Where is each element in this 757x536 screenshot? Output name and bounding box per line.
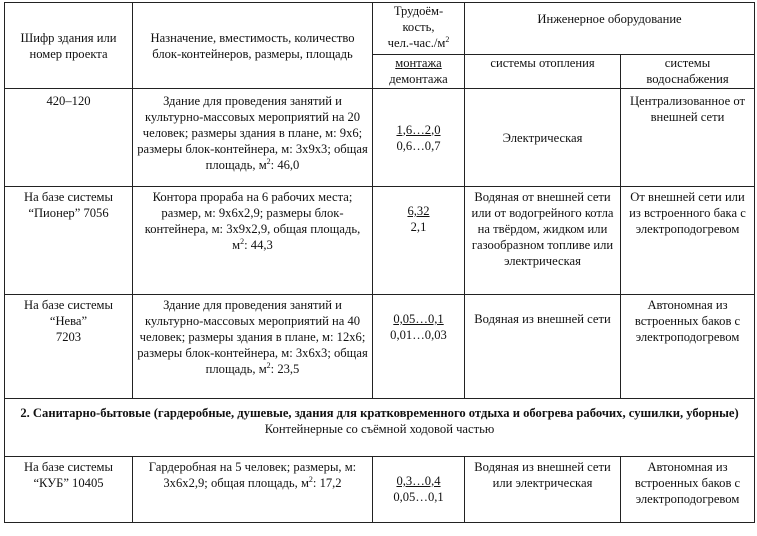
header-mount-dismount: [373, 55, 465, 89]
header-code-text: Шифр здания или номер проекта: [20, 30, 117, 61]
row-labor: [373, 457, 465, 523]
header-labor-sup: 2: [445, 34, 450, 44]
row-purpose-tail: : 23,5: [270, 362, 300, 376]
header-water-text: системы водоснабжения: [646, 56, 729, 86]
header-heating: [465, 55, 621, 89]
row-heating: [465, 187, 621, 295]
header-purpose-text: Назначение, вместимость, количество блок-контейнеров, размеры, площадь: [150, 30, 355, 61]
row-code-line: На базе системы: [24, 460, 113, 474]
row-mount: 0,05…0,1: [393, 312, 444, 326]
equipment-table: [4, 2, 755, 523]
row-purpose-tail: : 17,2: [312, 476, 342, 490]
row-code: [5, 89, 133, 187]
row-purpose-sup: 2: [240, 236, 245, 246]
row-purpose: [133, 295, 373, 399]
row-purpose-tail: : 46,0: [270, 158, 300, 172]
header-dismount: демонтажа: [389, 72, 448, 86]
row-heating-text: Водяная из внешней сети: [474, 312, 611, 326]
row-purpose-sup: 2: [308, 474, 313, 484]
header-labor-line1: Трудоём-: [393, 4, 444, 18]
row-water: [621, 295, 755, 399]
header-mount: монтажа: [395, 56, 442, 70]
section-heading: [5, 399, 755, 457]
row-purpose-text: Гардеробная на 5 человек; размеры, м: 3х6х2,9; общая площадь, м: [148, 460, 357, 490]
row-code-line: На базе системы: [24, 298, 113, 312]
row-dismount: 0,05…0,1: [393, 490, 444, 504]
section-row: [5, 399, 755, 457]
row-water: [621, 89, 755, 187]
row-code: [5, 457, 133, 523]
row-labor: [373, 187, 465, 295]
header-code: [5, 3, 133, 89]
table-row: [5, 295, 755, 399]
header-labor-line2: кость,: [402, 20, 435, 34]
row-purpose: [133, 89, 373, 187]
row-purpose-sup: 2: [266, 360, 271, 370]
row-water-text: От внешней сети или из встроенного бака с электроподогревом: [629, 190, 746, 236]
row-heating: [465, 457, 621, 523]
row-purpose-sup: 2: [266, 156, 271, 166]
row-heating-text: Электрическая: [502, 130, 583, 145]
row-heating: [465, 295, 621, 399]
row-purpose: [133, 457, 373, 523]
row-heating: [465, 89, 621, 187]
header-equipment-text: Инженерное оборудование: [537, 12, 682, 26]
row-code: [5, 295, 133, 399]
section-title: 2. Санитарно-бытовые (гардеробные, душевые, здания для кратковременного отдыха и обогрева рабочих, сушилки, уборные): [20, 406, 739, 420]
row-code-line: “Нева”: [49, 314, 88, 328]
row-dismount: 0,01…0,03: [390, 328, 447, 342]
table-row: [5, 89, 755, 187]
row-dismount: 2,1: [410, 220, 427, 234]
row-heating-text: Водяная из внешней сети или электрическая: [474, 460, 611, 490]
row-purpose-text: Здание для проведения занятий и культурно-массовых мероприятий на 20 человек; размеры здания в плане, м: 9х6; размеры блок-контейнера, м: 3х9х3; общая площадь, м: [137, 94, 368, 172]
header-water: [621, 55, 755, 89]
row-purpose-text: Здание для проведения занятий и культурно-массовых мероприятий на 40 человек; размеры здания в плане, м: 12х6; размеры блок-контейнера, м: 3х6х3; общая площадь, м: [137, 298, 368, 376]
header-heating-text: системы отопления: [490, 56, 595, 70]
row-code-line: 420–120: [46, 94, 91, 108]
table-row: [5, 187, 755, 295]
row-code-line: На базе системы: [24, 190, 113, 204]
row-code-line: “КУБ” 10405: [33, 476, 104, 490]
row-mount: 6,32: [407, 204, 430, 218]
row-labor: [373, 89, 465, 187]
header-purpose: [133, 3, 373, 89]
row-dismount: 0,6…0,7: [396, 138, 441, 153]
row-mount: 0,3…0,4: [396, 474, 441, 488]
row-water: [621, 187, 755, 295]
row-code-line: 7203: [55, 330, 82, 344]
row-water: [621, 457, 755, 523]
header-labor-line3: чел.-час./м: [387, 36, 446, 50]
row-purpose-text: Контора прораба на 6 рабочих места; размер, м: 9х6х2,9; размеры блок-контейнера, м: 3х9х2,9, общая площадь, м: [144, 190, 361, 252]
row-water-text: Централизованное от внешней сети: [630, 94, 745, 124]
row-purpose-tail: : 44,3: [244, 238, 273, 252]
row-water-text: Автономная из встроенных баков с электроподогревом: [634, 298, 741, 344]
row-code: [5, 187, 133, 295]
row-purpose: [133, 187, 373, 295]
section-subtitle: Контейнерные со съёмной ходовой частью: [264, 422, 495, 436]
header-labor: [373, 3, 465, 55]
header-equipment: [465, 3, 755, 55]
row-water-text: Автономная из встроенных баков с электроподогревом: [634, 460, 741, 506]
row-labor: [373, 295, 465, 399]
row-mount: 1,6…2,0: [396, 122, 441, 137]
table-row: [5, 457, 755, 523]
table-header-row: [5, 3, 755, 55]
row-code-line: “Пионер” 7056: [28, 206, 109, 220]
row-heating-text: Водяная от внешней сети или от водогрейного котла на твёрдом, жидком или газообразном топливе или электрическая: [471, 190, 614, 268]
